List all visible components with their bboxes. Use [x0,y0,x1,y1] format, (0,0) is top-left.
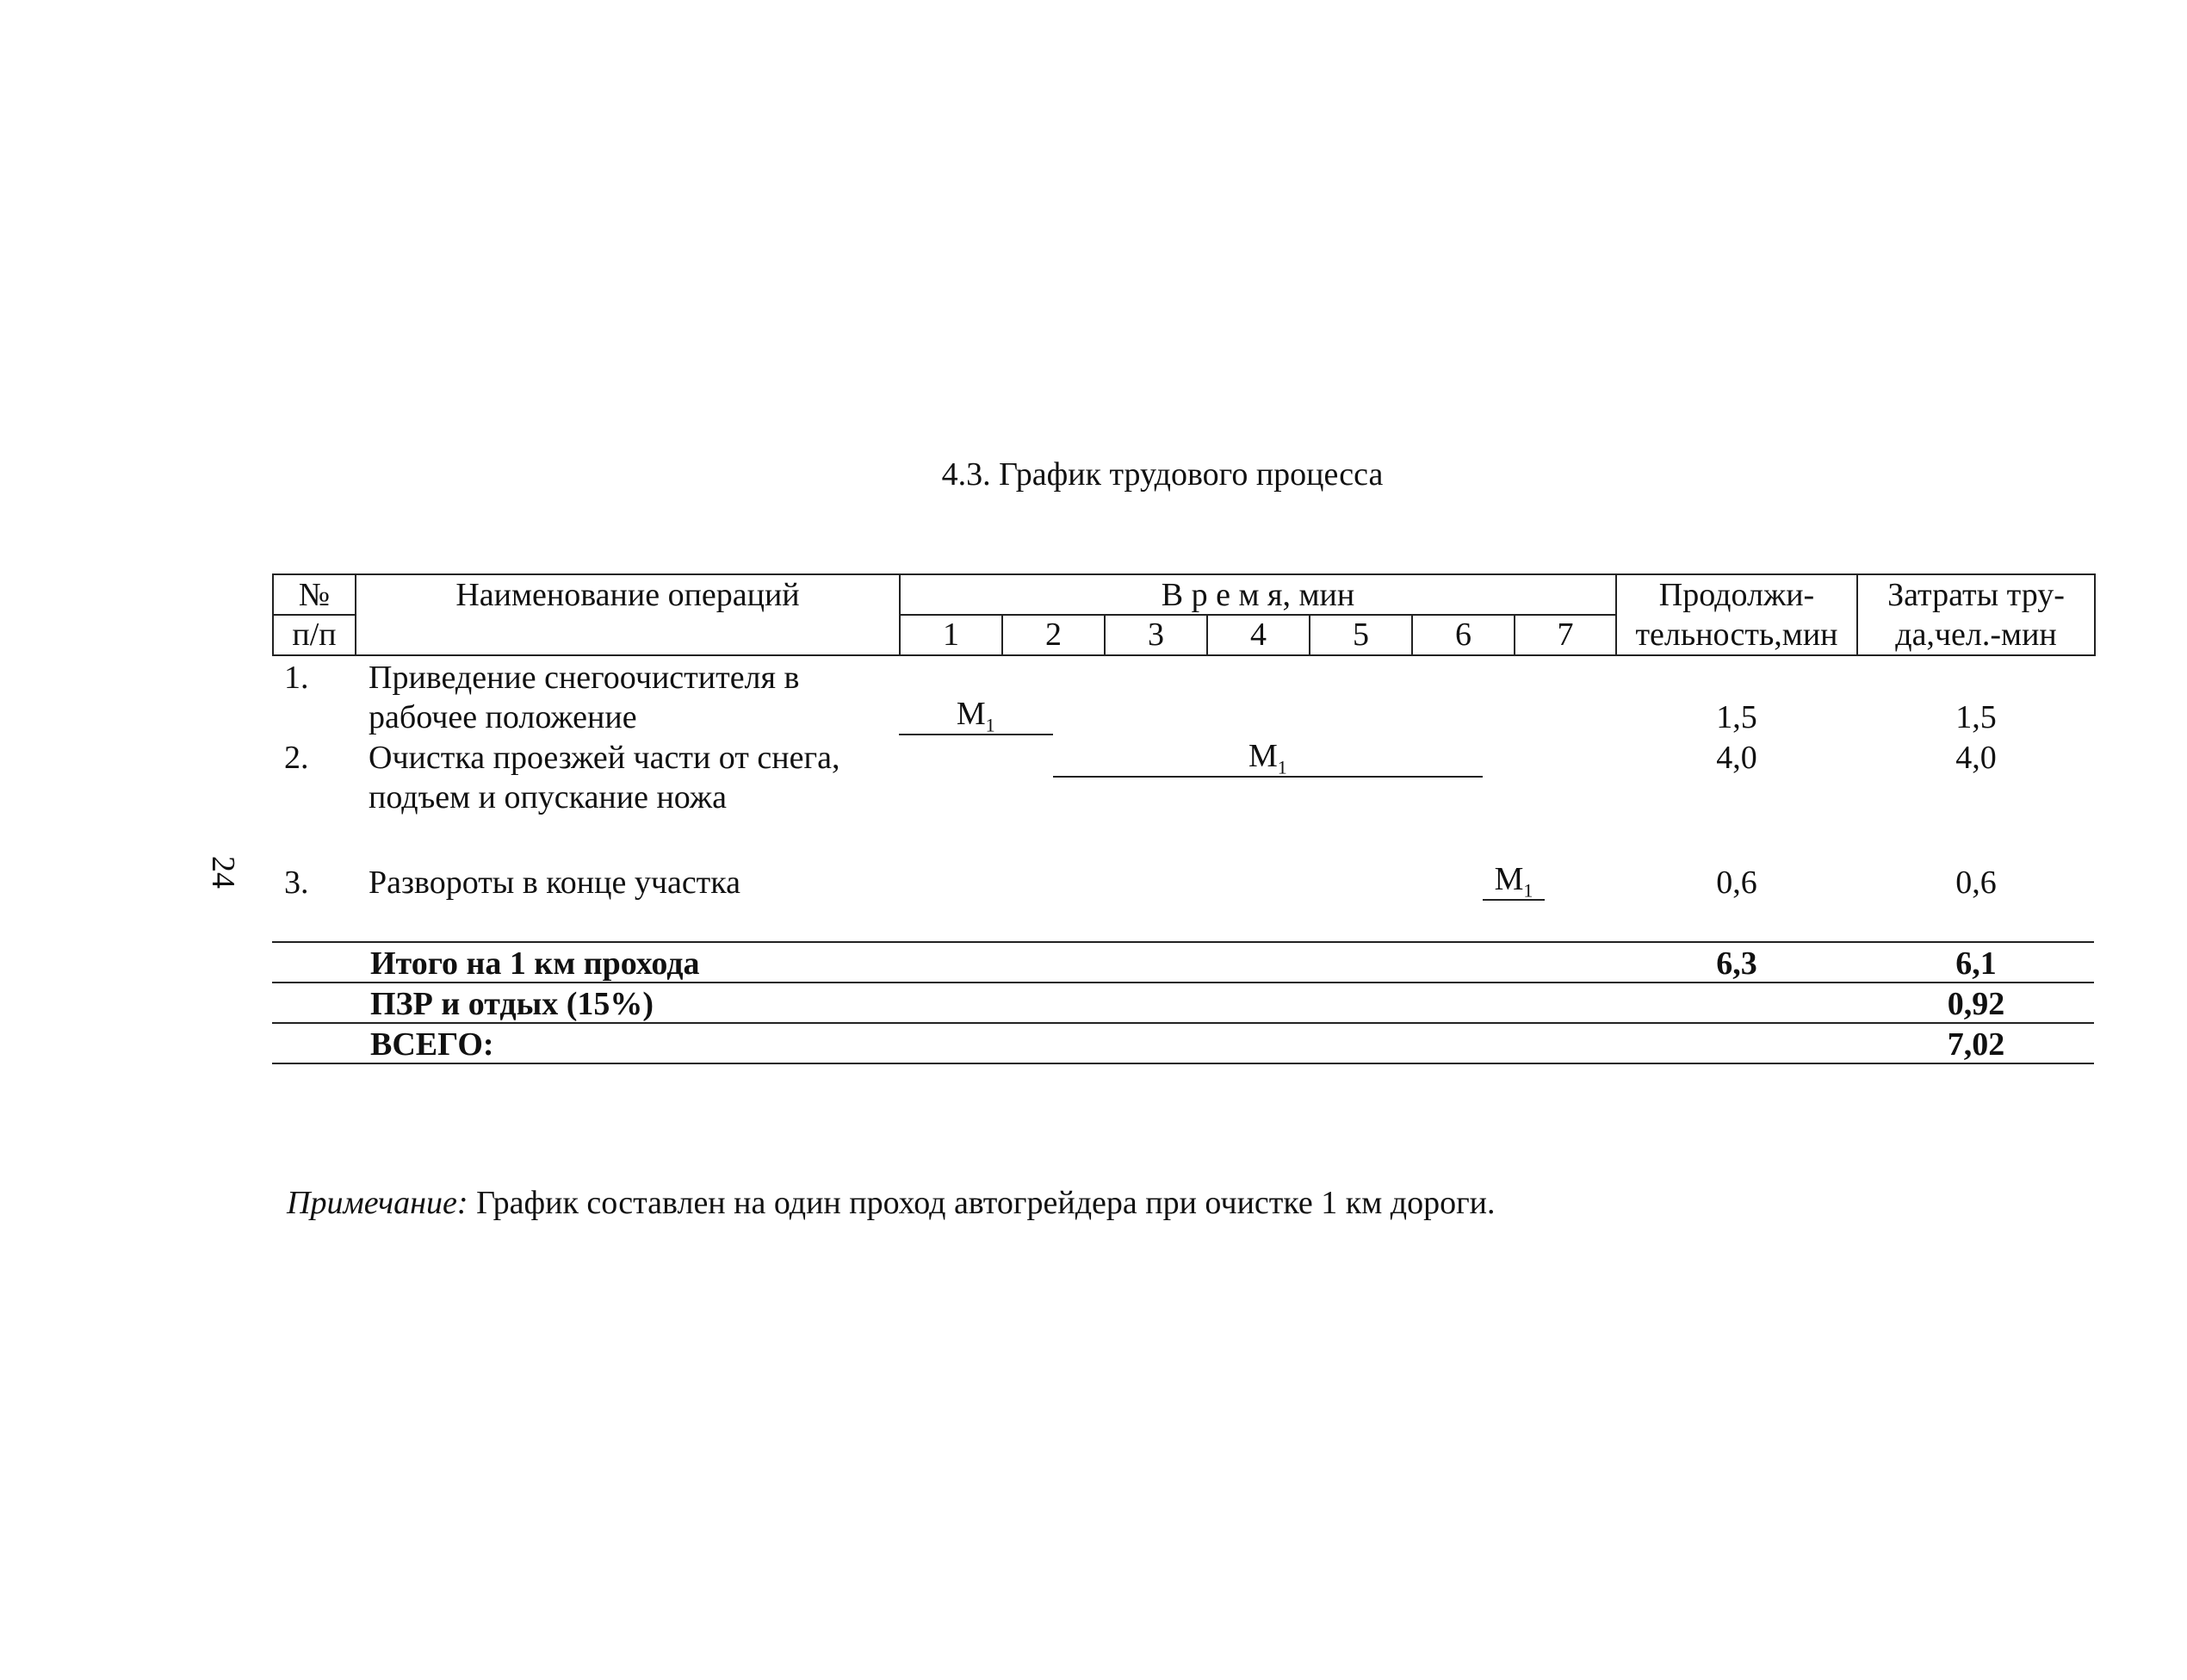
labor-value: 1,5 [1955,699,1997,735]
operation-name-cont: подъем и опускание ножа [369,779,727,815]
totals-duration: 6,3 [1716,945,1757,982]
header-time-group: В р е м я, мин [1161,577,1355,613]
row-number: 1. [284,660,309,696]
header-time-col-4: 4 [1250,617,1267,653]
gantt-bar-label: $M_1$ [1248,738,1287,778]
header-time-col-6: 6 [1455,617,1471,653]
totals-labor: 6,1 [1955,945,1997,982]
row-number: 2. [284,740,309,776]
header-time-col-2: 2 [1045,617,1062,653]
section-title: 4.3. График трудового процесса [941,456,1384,493]
header-time-col-1: 1 [943,617,959,653]
operation-name: Очистка проезжей части от снега, [369,740,840,776]
header-num-line2: п/п [292,617,337,653]
totals-label: ВСЕГО: [370,1026,494,1063]
header-num-line1: № [298,577,331,613]
totals-labor: 0,92 [1947,986,2005,1022]
row-number: 3. [284,865,309,901]
operation-name: Развороты в конце участка [369,865,741,901]
totals-bottom-border [272,1063,2094,1064]
totals-label: Итого на 1 км прохода [370,945,700,982]
operation-name-cont: рабочее положение [369,699,637,735]
operation-name: Приведение снегоочистителя в [369,660,800,696]
gantt-bar-label: $M_1$ [956,696,995,736]
note-text: График составлен на один проход автогрейдера при очистке 1 км дороги. [476,1185,1496,1221]
duration-value: 1,5 [1716,699,1757,735]
note [287,1183,1496,1223]
header-bottom-border [272,654,2094,656]
header-time-col-3: 3 [1148,617,1164,653]
gantt-bar-label: $M_1$ [1494,861,1533,902]
header-duration-line2: тельность,мин [1635,617,1838,653]
totals-divider [272,1022,2094,1024]
header-operation-name: Наименование операций [455,577,800,613]
duration-value: 0,6 [1716,865,1757,901]
labor-value: 4,0 [1955,740,1997,776]
page-number: 24 [205,856,241,889]
totals-labor: 7,02 [1947,1026,2005,1063]
header-time-col-7: 7 [1557,617,1574,653]
totals-label: ПЗР и отдых (15%) [370,986,654,1022]
header-labor-line2: да,чел.-мин [1895,617,2057,653]
totals-top-border [272,941,2094,943]
header-time-col-5: 5 [1353,617,1369,653]
header-duration-line1: Продолжи- [1658,577,1815,613]
duration-value: 4,0 [1716,740,1757,776]
header-vline [2094,573,2096,656]
labor-value: 0,6 [1955,865,1997,901]
note-label: Примечание: [287,1185,468,1221]
totals-divider [272,982,2094,983]
header-labor-line1: Затраты тру- [1887,577,2065,613]
